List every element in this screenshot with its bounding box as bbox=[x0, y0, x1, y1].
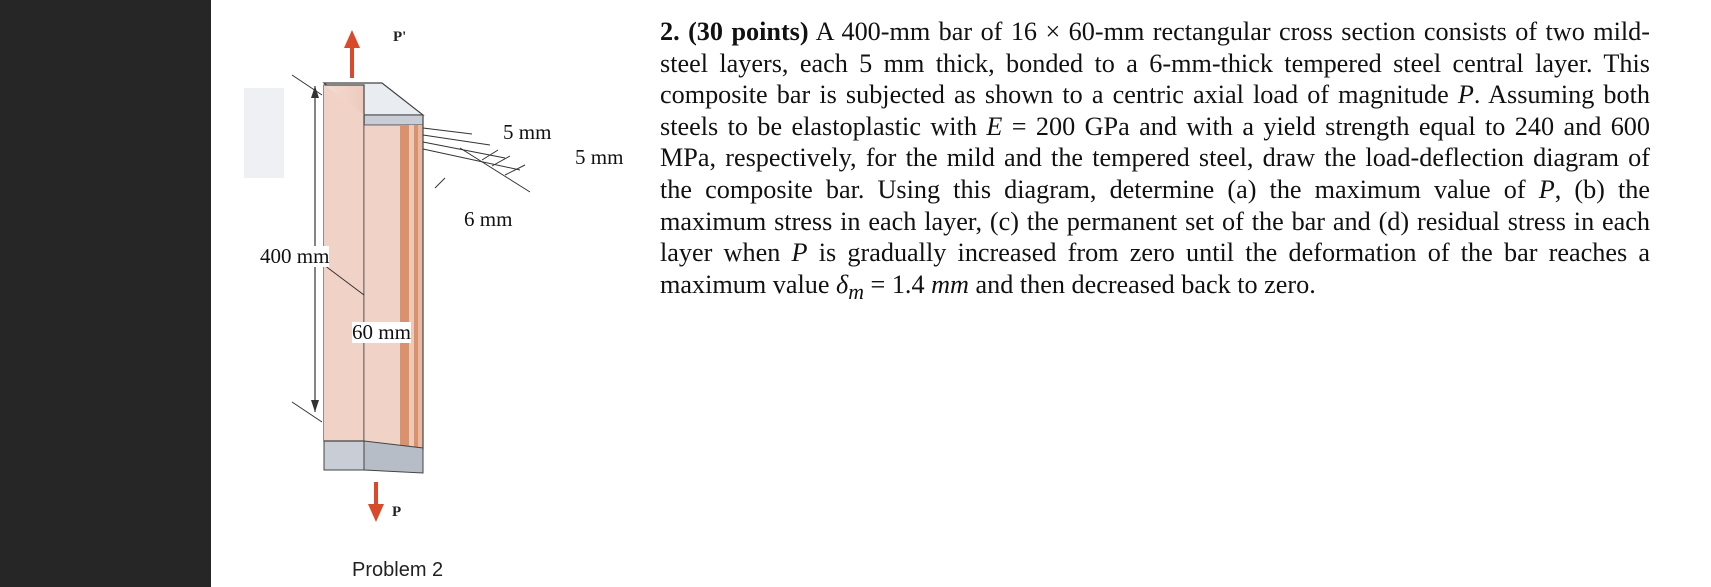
symbol-p-2: P bbox=[1538, 174, 1555, 204]
leader-tick-1 bbox=[482, 150, 498, 160]
leader-6mm-arrow bbox=[435, 178, 445, 188]
problem-text-1: A 400-mm bar of 16 × 60-mm rectangular cross section consists of two mild-steel layers, each 5 mm thick, bonded to a 6-mm-thick tempered steel central layer. This composite bar is subjected as shown to a centric axial load of magnitude bbox=[660, 17, 1650, 110]
problem-statement bbox=[660, 16, 1650, 309]
load-arrow-top-head bbox=[344, 30, 360, 48]
tempered-steel-layer-edge bbox=[400, 125, 409, 448]
mild-steel-layer-2-edge-a bbox=[409, 125, 414, 448]
left-dark-panel bbox=[0, 0, 211, 587]
leader-tick-3 bbox=[505, 165, 525, 175]
equation-value: = 1.4 bbox=[863, 269, 932, 299]
dim-tick-bottom bbox=[292, 402, 322, 422]
front-face-shade bbox=[324, 85, 364, 441]
dim-label-5mm-b: 5 mm bbox=[575, 145, 624, 169]
problem-text-3: = 200 GPa and with a yield strength equal to 240 and 600 MPa, respectively, for the mild and the tempered steel, draw the load-deflection diagram of the composite bar. Using this diagram, determine (a) the maximum value of bbox=[660, 111, 1650, 204]
load-arrow-bottom-head bbox=[368, 504, 384, 522]
composite-bar-drawing bbox=[230, 0, 670, 587]
problem-number: 2. (30 points) bbox=[660, 17, 809, 46]
symbol-e: E bbox=[986, 111, 1003, 141]
tempered-steel-layer-edge-b bbox=[414, 125, 418, 448]
dim-label-5mm-a: 5 mm bbox=[503, 120, 552, 144]
symbol-p-3: P bbox=[791, 238, 808, 268]
dim-label-6mm: 6 mm bbox=[464, 207, 513, 231]
mild-steel-layer-2-edge-b bbox=[418, 125, 423, 448]
leader-6mm-2 bbox=[423, 149, 520, 170]
mild-steel-layer-1 bbox=[364, 125, 405, 448]
unit-mm: mm bbox=[931, 269, 969, 299]
top-end-cap-side bbox=[363, 115, 423, 125]
dim-label-60mm: 60 mm bbox=[352, 320, 411, 344]
problem-text-2: . Assuming both steels to be elastoplastic with bbox=[660, 80, 1650, 141]
problem-figure bbox=[230, 0, 670, 587]
dim-arrow-bottom bbox=[311, 400, 319, 412]
load-label-top: P' bbox=[393, 29, 407, 45]
problem-text-5: is gradually increased from zero until the deformation of the bar reaches a maximum value bbox=[660, 238, 1650, 299]
problem-text-4: , (b) the maximum stress in each layer, (c) the permanent set of the bar and (d) residual stress in each layer when bbox=[660, 174, 1650, 268]
dim-tick-top bbox=[292, 75, 322, 95]
symbol-p-1: P bbox=[1457, 80, 1474, 110]
leader-5mm-a-1 bbox=[423, 128, 472, 134]
symbol-delta: δ bbox=[836, 269, 849, 299]
figure-caption: Problem 2 bbox=[352, 559, 444, 581]
background-shade bbox=[244, 88, 284, 178]
symbol-delta-m bbox=[836, 269, 864, 304]
load-label-bottom: P bbox=[392, 504, 402, 520]
dim-label-400mm: 400 mm bbox=[260, 244, 330, 268]
bottom-end-cap-front bbox=[324, 441, 364, 470]
symbol-delta-subscript: m bbox=[848, 279, 864, 304]
problem-text-6: and then decreased back to zero. bbox=[968, 269, 1316, 299]
